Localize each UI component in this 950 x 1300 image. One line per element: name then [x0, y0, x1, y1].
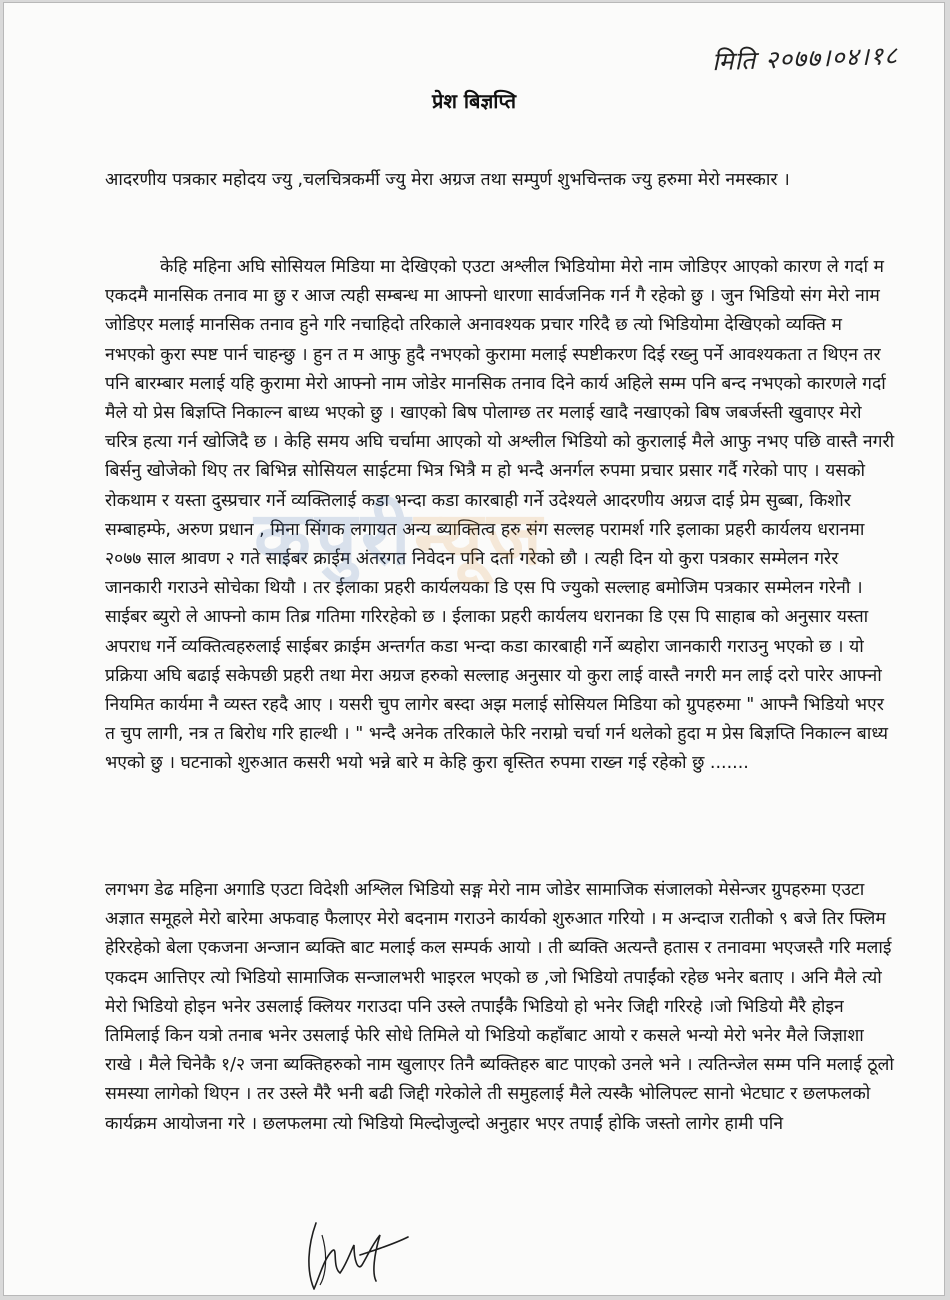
document-title: प्रेश बिज्ञप्ति	[431, 89, 517, 113]
handwritten-date: मिति २०७७।०४।१८	[711, 40, 899, 77]
document-page	[3, 2, 945, 1296]
watermark-accent: न्यूज	[414, 496, 546, 582]
handwritten-signature	[302, 1215, 412, 1295]
watermark-main: कपुरी	[254, 496, 415, 582]
paragraph-2-text: लगभग डेढ महिना अगाडि एउटा विदेशी अश्लिल भिडियो सङ्ग मेरो नाम जोडेर सामाजिक संजालको मेसेन्जर ग्रुपहरुमा एउटा अज्ञात समूहले मेरो बारेमा अफवाह फैलाएर मेरो बदनाम गराउने कार्यको शुरुआत गरियो । म अन्दाज रातीको ९ बजे तिर फ्लिम हेरिरहेको बेला एकजना अन्जान ब्यक्ति बाट मलाई कल सम्पर्क आयो । ती ब्यक्ति अत्यन्तै हतास र तनावमा भएजस्तै गरि मलाई एकदम आत्तिएर त्यो भिडियो सामाजिक सन्जालभरी भाइरल भएको छ ,जो भिडियो तपाईंको रहेछ भनेर बताए । अनि मैले त्यो मेरो भिडियो होइन भनेर उसलाई क्लियर गराउदा पनि उस्ले तपाईंकै भिडियो हो भनेर जिद्दी गरिरहे ।जो भिडियो मैरै होइन तिमिलाई किन यत्रो तनाब भनेर उसलाई फेरि सोधे तिमिले यो भिडियो कहाँबाट आयो र कसले भन्यो मेरो भनेर मैले जिज्ञाशा राखे । मैले चिनेकै १/२ जना ब्यक्तिहरुको नाम खुलाएर तिनै ब्यक्तिहरु बाट पाएको उनले भने । त्यतिन्जेल सम्म पनि मलाई ठूलो समस्या लागेको थिएन । तर उस्ले मैरै भनी बढी जिद्दी गरेकोले ती समुहलाई मैले त्यस्कै भोलिपल्ट सानो भेटघाट र छलफलको कार्यक्रम आयोजना गरे । छलफलमा त्यो भिडियो मिल्दोजुल्दो अनुहार भएर तपाईं होकि जस्तो लागेर हामी पनि	[105, 880, 894, 1134]
paragraph-1-text: केहि महिना अघि सोसियल मिडिया मा देखिएको एउटा अश्लील भिडियोमा मेरो नाम जोडिएर आएको कारण ले गर्दा म एकदमै मानसिक तनाव मा छु र आज त्यही सम्बन्ध मा आफ्नो धारणा सार्वजनिक गर्न गै रहेको छु । जुन भिडियो संग मेरो नाम जोडिएर मलाई मानसिक तनाव हुने गरि नचाहिदो तरिकाले अनावश्यक प्रचार गरिदै छ त्यो भिडियोमा देखिएको व्यक्ति म नभएको कुरा स्पष्ट पार्न चाहन्छु । हुन त म आफु हुदै नभएको कुरामा मलाई स्पष्टीकरण दिई रख्नु पर्ने आवश्यकता त थिएन तर पनि बारम्बार मलाई यहि कुरामा मेरो आफ्नो नाम जोडेर मानसिक तनाव दिने कार्य अहिले सम्म पनि बन्द नभएको कारणले गर्दा मैले यो प्रेस बिज्ञप्ति निकाल्न बाध्य भएको छु । खाएको बिष पोलाग्छ तर मलाई खादै नखाएको बिष जबर्जस्ती खुवाएर मेरो चरित्र हत्या गर्न खोजिदै छ । केहि समय अघि चर्चामा आएको यो अश्लील भिडियो को कुरालाई मैले आफु नभए पछि वास्तै नगरी बिर्सनु खोजेको थिए तर बिभिन्न सोसियल साईटमा भित्र भित्रै म हो भन्दै अनर्गल रुपमा प्रचार प्रसार गर्दै गरेको पाए । यसको रोकथाम र यस्ता दुस्प्रचार गर्ने व्यक्तिलाई कडा भन्दा कडा कारबाही गर्ने उदेश्यले आदरणीय अग्रज दाई प्रेम सुब्बा, किशोर सम्बाहम्फे, अरुण प्रधान , मिना सिंगक लगायत अन्य ब्याक्तित्व हरु संग सल्लह परामर्श गरि इलाका प्रहरी कार्यलय धरानमा २०७७ साल श्रावण २ गते साईबर क्राईम अंतरगत निवेदन पनि दर्ता गरेको छौ । त्यही दिन यो कुरा पत्रकार सम्मेलन गरेर जानकारी गराउने सोचेका थियौ । तर ईलाका प्रहरी कार्यलयका डि एस पि ज्युको सल्लाह बमोजिम पत्रकार सम्मेलन गरेनौ । साईबर ब्युरो ले आफ्नो काम तिब्र गतिमा गरिरहेको छ । ईलाका प्रहरी कार्यलय धरानका डि एस पि साहाब को अनुसार यस्ता अपराध गर्ने व्यक्तित्वहरुलाई साईबर क्राईम अन्तर्गत कडा भन्दा कडा कारबाही गर्ने ब्यहोरा जानकारी गराउनु भएको छ । यो प्रक्रिया अघि बढाई सकेपछी प्रहरी तथा मेरा अग्रज हरुको सल्लाह अनुसार यो कुरा लाई वास्तै नगरी मन लाई दरो पारेर आफ्नो नियमित कार्यमा नै व्यस्त रहदै आए । यसरी चुप लागेर बस्दा अझ मलाई सोसियल मिडिया को ग्रुपहरुमा " आफ्नै भिडियो भएर त चुप लागी, नत्र त बिरोध गरि हाल्थी । " भन्दै अनेक तरिकाले फेरि नराम्रो चर्चा गर्न थलेको हुदा म प्रेस बिज्ञप्ति निकाल्न बाध्य भएको छु । घटनाको शुरुआत कसरी भयो भन्ने बारे म केहि कुरा बृस्तित रुपमा राख्न गई रहेको छु .......	[105, 257, 895, 774]
body-paragraph-2	[105, 876, 895, 1139]
news-watermark	[254, 485, 546, 586]
salutation-text: आदरणीय पत्रकार महोदय ज्यु ,चलचित्रकर्मी ज्यु मेरा अग्रज तथा सम्पुर्ण शुभचिन्तक ज्यु हरुमा मेरो नमस्कार ।	[105, 170, 790, 190]
salutation	[105, 166, 895, 195]
